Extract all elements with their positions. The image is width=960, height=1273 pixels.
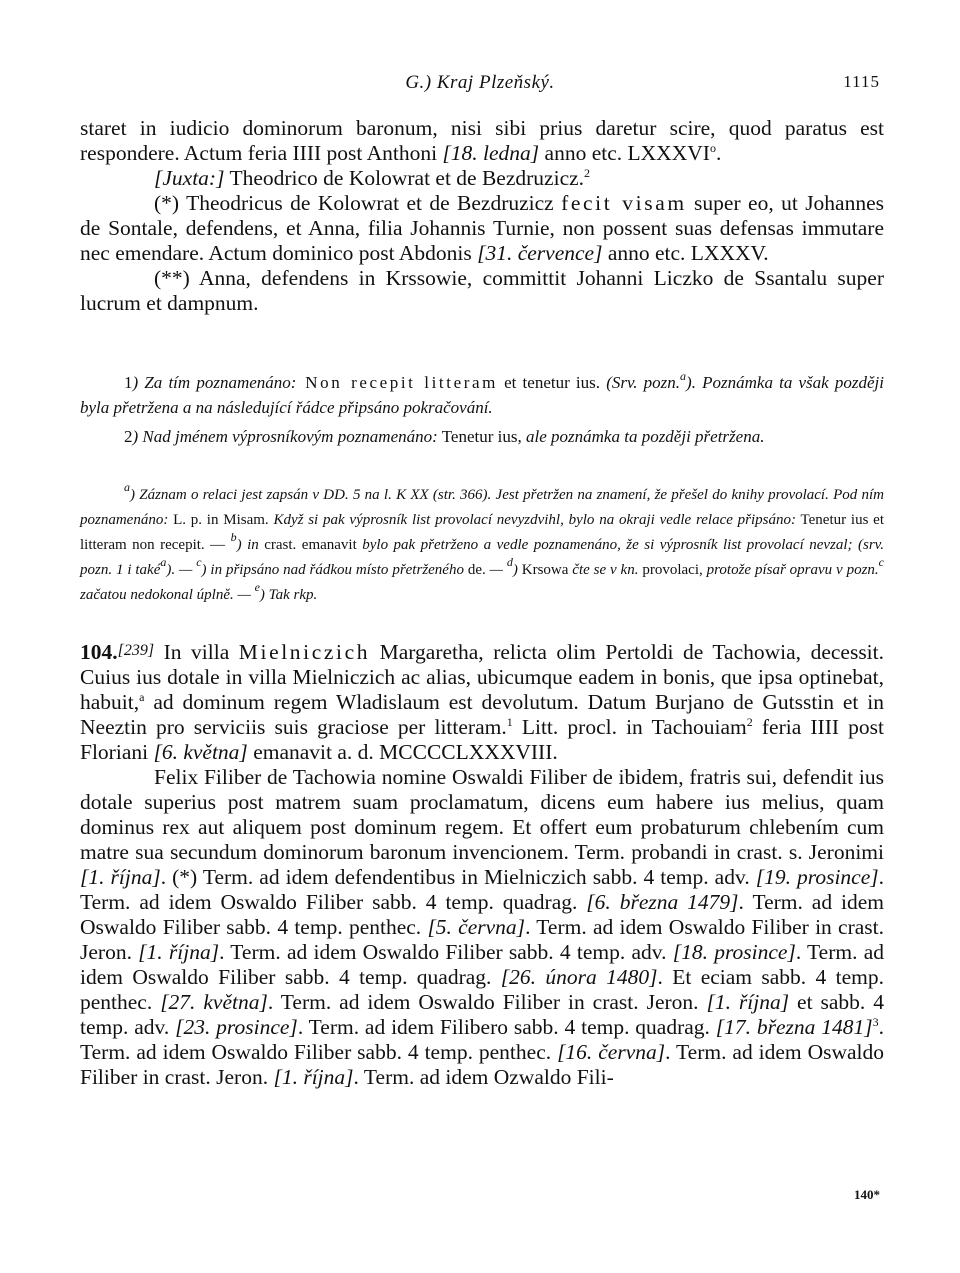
footnote-ref: 2 xyxy=(746,715,753,729)
text-run: ) Tak rkp. xyxy=(259,587,318,603)
text-run: . Term. ad idem Oswaldo Filiber sabb. 4 temp. penthec. xyxy=(80,1015,884,1064)
date-gloss: [31. července] xyxy=(477,241,603,265)
spaced-text: fecit visam xyxy=(561,191,687,215)
date-gloss: [1. října] xyxy=(80,865,161,889)
text-run: začatou nedokonal úplně. — xyxy=(80,587,255,603)
text-run: provolaci, xyxy=(638,562,703,578)
text-run: . Term. ad idem Oswaldo Filiber in crast. Jeron. xyxy=(80,915,885,964)
paragraph xyxy=(80,765,884,1090)
text-run: ) Za tím poznamenáno: xyxy=(132,373,297,392)
date-gloss: [23. prosince] xyxy=(175,1015,298,1039)
text-run: (**) Anna, defendens in Krssowie, committit Johanni Liczko de Ssantalu super lucrum et dampnum. xyxy=(80,266,884,315)
text-run: et sabb. 4 temp. adv. xyxy=(80,990,884,1039)
paragraph xyxy=(80,116,884,166)
date-gloss: [27. května] xyxy=(160,990,268,1014)
text-run: . Term. ad idem Oswaldo Filiber sabb. 4 temp. quadrag. xyxy=(80,940,884,989)
superscript: a xyxy=(680,369,687,383)
footnote-letter: d xyxy=(506,555,513,569)
footnote-letter: a xyxy=(139,690,145,704)
text-run: anno etc. LXXXVI xyxy=(539,141,710,165)
text-run: . Term. ad idem Oswaldo Filiber sabb. 4 temp. penthec. xyxy=(80,890,884,939)
date-gloss: [6. května] xyxy=(153,740,248,764)
page-number: 1115 xyxy=(843,72,880,91)
text-run: . Term. ad idem Ozwaldo Fili- xyxy=(353,1065,614,1089)
text-run: . Term. ad idem Oswaldo Filiber in crast. Jeron. xyxy=(80,1040,885,1089)
text-run: de. xyxy=(463,562,486,578)
paragraph xyxy=(80,166,884,191)
spaced-text: Non recepit litteram xyxy=(296,373,498,392)
continued-entry xyxy=(80,116,884,316)
footnote-letter: b xyxy=(230,530,237,544)
footnote-ref: 2 xyxy=(584,166,591,180)
editorial-gloss: [Juxta:] xyxy=(154,166,225,190)
date-gloss: [1. října] xyxy=(706,990,790,1014)
paragraph xyxy=(80,191,884,266)
text-run: ). Poznámka ta však později byla přetržena a na následující řádce připsáno pokračování. xyxy=(80,373,884,417)
text-run: feria IIII post Floriani xyxy=(80,715,885,764)
text-run: Tenetur ius et litteram non recepit. — xyxy=(80,512,885,553)
text-run: . Term. ad idem Oswaldo Filiber sabb. 4 temp. quadrag. xyxy=(80,865,884,914)
text-run: protože písař opravu v pozn. xyxy=(702,562,879,578)
superscript: c xyxy=(878,555,884,569)
date-gloss: [26. února 1480] xyxy=(500,965,658,989)
text-run: super eo, ut Johannes de Sontale, defendens, et Anna, filia Johannis Turnie, non possent suas defensas immutare nec emendare. Actum dominico post Abdonis xyxy=(80,191,885,265)
text-run: Krsowa xyxy=(517,562,569,578)
text-run: . Term. ad idem Filibero sabb. 4 temp. quadrag. xyxy=(297,1015,716,1039)
text-run: (Srv. pozn. xyxy=(606,373,681,392)
footnote xyxy=(80,424,884,449)
text-run: staret in iudicio dominorum baronum, nisi sibi prius daretur scire, quod paratus est respondere. Actum feria IIII post Anthoni xyxy=(80,116,884,165)
text-run: ) xyxy=(512,562,518,578)
date-gloss: [16. června] xyxy=(557,1040,666,1064)
date-gloss: [5. června] xyxy=(427,915,526,939)
date-gloss: [19. prosince] xyxy=(755,865,879,889)
text-run: . xyxy=(715,141,722,165)
entry-number: 104. xyxy=(80,640,118,664)
footnote-letter: c xyxy=(196,555,202,569)
text-run: . Term. ad idem Oswaldo Filiber sabb. 4 temp. adv. xyxy=(219,940,673,964)
date-gloss: [18. ledna] xyxy=(442,141,540,165)
spaced-text: Mielniczich xyxy=(238,640,371,664)
text-run: bylo pak přetrženo a vedle poznamenáno, že si výprosník list provolací nevzal; (srv. pozn. 1 i také xyxy=(80,537,884,578)
text-run: ale poznámka ta později přetržena. xyxy=(521,427,765,446)
text-run: Margaretha, relicta olim Pertoldi de Tachowia, decessit. Cuius ius dotale in villa Mielniczich ac alias, ubicumque eadem in bonis, que ipsa optinebat, habuit, xyxy=(80,640,885,714)
text-run: ) in připsáno nad řádkou místo přetrženého xyxy=(201,562,464,578)
footnote xyxy=(80,370,884,420)
footnote-letter: e xyxy=(254,580,260,594)
text-run: . Et eciam sabb. 4 temp. penthec. xyxy=(80,965,884,1014)
date-gloss: [6. března 1479] xyxy=(586,890,739,914)
date-gloss: [18. prosince] xyxy=(672,940,796,964)
footnote-ref: 1 xyxy=(506,715,513,729)
footnote xyxy=(80,480,885,608)
text-run: et tenetur ius. xyxy=(497,373,607,392)
date-gloss: [1. října] xyxy=(138,940,220,964)
text-run: . Term. ad idem Oswaldo Filiber in crast. Jeron. xyxy=(267,990,707,1014)
text-run: crast. xyxy=(258,537,297,553)
text-run: ). — xyxy=(166,562,197,578)
footnote-number: 1 xyxy=(124,373,133,392)
text-run: ) Záznam o relaci jest zapsán v DD. 5 na l. K XX (str. 366). Jest přetržen na znamení, že přešel do knihy provolací. Pod ním poznamenáno: xyxy=(80,487,884,528)
date-gloss: [17. března 1481] xyxy=(715,1015,873,1039)
text-run: emanavit a. d. MCCCCLXXXVIII. xyxy=(247,740,558,764)
footnote-number: 2 xyxy=(124,427,133,446)
running-title: G.) Kraj Plzeňský. xyxy=(405,72,555,93)
text-run: Felix Filiber de Tachowia nomine Oswaldi Filiber de ibidem, fratris sui, defendit ius dotale superius post matrem suam proclamatum, dicens eum habere ius melius, quam dominus rex aut aliquem post dominum regem. Et offert eum probaturum chlebením cum matre sua secundum dominorum baronum invencionem. Term. probandi in crast. s. Jeronimi xyxy=(80,765,884,864)
text-run: Litt. procl. in Tachouiam xyxy=(512,715,747,739)
paragraph xyxy=(80,266,884,316)
footnote-ref: 3 xyxy=(872,1015,879,1029)
text-run: . (*) Term. ad idem defendentibus in Mielniczich sabb. 4 temp. adv. xyxy=(160,865,756,889)
running-header xyxy=(80,72,880,96)
text-run: ad dominum regem Wladislaum est devolutum. Datum Burjano de Gutsstin et in Neeztin pro serviciis suis graciose per litteram. xyxy=(80,690,884,739)
footnotes-lettered xyxy=(80,480,885,608)
text-run: — xyxy=(485,562,507,578)
text-run: čte se v kn. xyxy=(568,562,639,578)
text-run: Tenetur ius, xyxy=(437,427,522,446)
text-run: ) in xyxy=(236,537,259,553)
entry-reference: [239] xyxy=(117,642,155,659)
paragraph xyxy=(80,638,884,765)
superscript: o xyxy=(709,141,716,155)
footnote-letter: a xyxy=(124,480,130,494)
text-run: anno etc. LXXXV. xyxy=(602,241,769,265)
printer-signature: 140* xyxy=(854,1187,880,1202)
text-run: L. p. in Misam. xyxy=(168,512,269,528)
text-run: Theodrico de Kolowrat et de Bezdruzicz. xyxy=(224,166,585,190)
text-run: emanavit xyxy=(296,537,357,553)
date-gloss: [1. října] xyxy=(273,1065,354,1089)
entry-104 xyxy=(80,638,884,1090)
text-run: (*) Theodricus de Kolowrat et de Bezdruzicz xyxy=(154,191,562,215)
text-run: Když si pak výprosník list provolací nevyzdvihl, bylo na okraji vedle relace připsáno: xyxy=(268,512,797,528)
text-run: ) Nad jménem výprosníkovým poznamenáno: xyxy=(132,427,438,446)
text-run: In villa xyxy=(154,640,239,664)
footnotes-numbered xyxy=(80,370,884,449)
superscript: a xyxy=(160,555,167,569)
